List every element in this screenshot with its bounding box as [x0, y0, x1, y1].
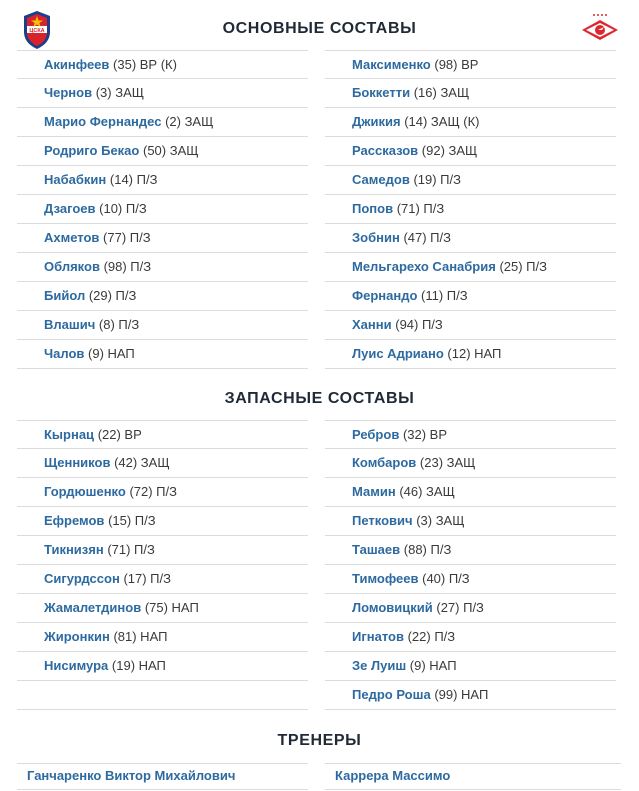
player-number-position: (99) НАП	[434, 687, 489, 702]
player-number-position: (22) П/З	[407, 629, 456, 644]
player-number-position: (98) ВР	[434, 57, 479, 72]
player-number-position: (2) ЗАЩ	[165, 114, 214, 129]
player-row	[325, 420, 616, 449]
player-name-link[interactable]: Чалов	[44, 346, 85, 361]
player-name-link[interactable]: Кырнац	[44, 427, 95, 442]
player-row	[325, 623, 616, 652]
player-row	[325, 195, 616, 224]
player-row	[325, 652, 616, 681]
player-number-position: (27) П/З	[436, 600, 484, 615]
player-name-link[interactable]: Акинфеев	[44, 57, 110, 72]
player-row	[325, 594, 616, 623]
player-row	[17, 224, 308, 253]
player-name-link[interactable]: Набабкин	[44, 172, 107, 187]
player-name-link[interactable]: Самедов	[352, 172, 410, 187]
player-name-link[interactable]: Ташаев	[352, 542, 401, 557]
player-name-link[interactable]: Джикия	[352, 114, 401, 129]
substitutes-home	[17, 420, 308, 710]
substitutes-title: ЗАПАСНЫЕ СОСТАВЫ	[224, 390, 415, 407]
player-number-position: (35) ВР (К)	[113, 57, 177, 72]
player-number-position: (11) П/З	[421, 288, 468, 303]
player-name-link[interactable]: Чернов	[44, 85, 93, 100]
player-number-position: (46) ЗАЩ	[399, 484, 455, 499]
player-name-link[interactable]: Тимофеев	[352, 571, 419, 586]
player-row	[17, 311, 308, 340]
player-row	[17, 340, 308, 369]
player-name-link[interactable]: Зобнин	[352, 230, 400, 245]
player-number-position: (25) П/З	[499, 259, 547, 274]
player-name-link[interactable]: Дзагоев	[44, 201, 96, 216]
player-name-link[interactable]: Щенников	[44, 455, 111, 470]
player-row	[325, 224, 616, 253]
player-number-position: (77) П/З	[103, 230, 151, 245]
player-row	[17, 282, 308, 311]
player-row	[17, 166, 308, 195]
player-row	[17, 681, 308, 710]
player-row	[17, 420, 308, 449]
player-row	[325, 79, 616, 108]
svg-text:ЦСКА: ЦСКА	[29, 28, 45, 34]
player-row	[325, 340, 616, 369]
player-name-link[interactable]: Ефремов	[44, 513, 105, 528]
player-name-link[interactable]: Ребров	[352, 427, 400, 442]
player-row	[17, 594, 308, 623]
player-row	[17, 565, 308, 594]
player-name-link[interactable]: Игнатов	[352, 629, 404, 644]
player-number-position: (98) П/З	[103, 259, 152, 274]
player-name-link[interactable]: Влашич	[44, 317, 96, 332]
player-row	[17, 137, 308, 166]
player-row	[17, 253, 308, 282]
player-number-position: (81) НАП	[113, 629, 168, 644]
player-name-link[interactable]: Максименко	[352, 57, 431, 72]
player-name-link[interactable]: Боккетти	[352, 85, 411, 100]
player-number-position: (75) НАП	[144, 600, 199, 615]
player-name-link[interactable]: Мамин	[352, 484, 396, 499]
player-row	[325, 282, 616, 311]
player-row	[17, 449, 308, 478]
player-number-position: (3) ЗАЩ	[416, 513, 465, 528]
player-number-position: (92) ЗАЩ	[421, 143, 478, 158]
player-number-position: (29) П/З	[88, 288, 137, 303]
player-number-position: (14) ЗАЩ (К)	[404, 114, 480, 129]
player-name-link[interactable]: Марио Фернандес	[44, 114, 162, 129]
player-row	[325, 311, 616, 340]
player-number-position: (16) ЗАЩ	[413, 85, 470, 100]
player-row	[325, 108, 616, 137]
player-number-position: (10) П/З	[99, 201, 147, 216]
player-number-position: (71) П/З	[107, 542, 155, 557]
player-row	[17, 652, 308, 681]
player-name-link[interactable]: Бийол	[44, 288, 86, 303]
player-number-position: (15) П/З	[108, 513, 156, 528]
player-row	[325, 253, 616, 282]
coach-home-link[interactable]: Ганчаренко Виктор Михайлович	[17, 763, 308, 790]
player-name-link[interactable]: Комбаров	[352, 455, 417, 470]
substitutes-away	[325, 420, 616, 710]
player-number-position: (14) П/З	[109, 172, 158, 187]
player-name-link[interactable]: Жиронкин	[44, 629, 110, 644]
player-number-position: (23) ЗАЩ	[419, 455, 476, 470]
player-number-position: (8) П/З	[98, 317, 140, 332]
player-number-position: (72) П/З	[129, 484, 177, 499]
player-row	[325, 507, 616, 536]
player-row	[325, 478, 616, 507]
player-name-link[interactable]: Ломовицкий	[352, 600, 433, 615]
player-number-position: (50) ЗАЩ	[142, 143, 199, 158]
player-name-link[interactable]: Рассказов	[352, 143, 419, 158]
player-name-link[interactable]: Тикнизян	[44, 542, 104, 557]
player-name-link[interactable]: Ханни	[352, 317, 392, 332]
player-number-position: (19) П/З	[413, 172, 461, 187]
player-number-position: (22) ВР	[97, 427, 142, 442]
player-name-link[interactable]: Луис Адриано	[352, 346, 444, 361]
coach-away-link[interactable]: Каррера Массимо	[325, 763, 621, 790]
player-name-link[interactable]: Зе Луиш	[352, 658, 407, 673]
player-number-position: (12) НАП	[447, 346, 502, 361]
player-name-link[interactable]: Фернандо	[352, 288, 418, 303]
player-row	[325, 565, 616, 594]
player-number-position: (19) НАП	[111, 658, 166, 673]
player-row	[325, 536, 616, 565]
player-number-position: (42) ЗАЩ	[114, 455, 170, 470]
player-row	[325, 166, 616, 195]
player-name-link[interactable]: Педро Роша	[352, 687, 431, 702]
main-lineup-home	[17, 50, 308, 369]
player-name-link[interactable]: Попов	[352, 201, 394, 216]
player-row	[325, 681, 616, 710]
player-name-link[interactable]: Обляков	[44, 259, 100, 274]
player-number-position: (88) П/З	[403, 542, 452, 557]
player-number-position: (32) ВР	[402, 427, 448, 442]
player-name-link[interactable]: Нисимура	[44, 658, 109, 673]
player-name-link[interactable]: Жамалетдинов	[44, 600, 142, 615]
main-lineup-away	[325, 50, 616, 369]
player-number-position: (47) П/З	[403, 230, 451, 245]
player-name-link[interactable]: Гордюшенко	[44, 484, 126, 499]
player-number-position: (3) ЗАЩ	[95, 85, 144, 100]
player-name-link[interactable]: Петкович	[352, 513, 413, 528]
player-name-link[interactable]: Родриго Бекао	[44, 143, 140, 158]
player-number-position: (9) НАП	[88, 346, 135, 361]
player-row	[17, 478, 308, 507]
player-name-link[interactable]: Ахметов	[44, 230, 100, 245]
player-row	[17, 108, 308, 137]
player-number-position: (9) НАП	[409, 658, 457, 673]
player-row	[325, 50, 616, 79]
player-row	[17, 536, 308, 565]
player-row	[325, 449, 616, 478]
player-row	[17, 195, 308, 224]
player-row	[17, 507, 308, 536]
player-number-position: (17) П/З	[123, 571, 171, 586]
player-number-position: (71) П/З	[396, 201, 445, 216]
main-lineups-title: ОСНОВНЫЕ СОСТАВЫ	[222, 20, 417, 37]
player-row	[17, 623, 308, 652]
player-row	[17, 79, 308, 108]
player-name-link[interactable]: Сигурдссон	[44, 571, 120, 586]
player-number-position: (94) П/З	[395, 317, 443, 332]
player-row	[325, 137, 616, 166]
coaches-title: ТРЕНЕРЫ	[277, 732, 362, 749]
player-row	[17, 50, 308, 79]
player-name-link[interactable]: Мельгарехо Санабрия	[352, 259, 496, 274]
player-number-position: (40) П/З	[422, 571, 470, 586]
